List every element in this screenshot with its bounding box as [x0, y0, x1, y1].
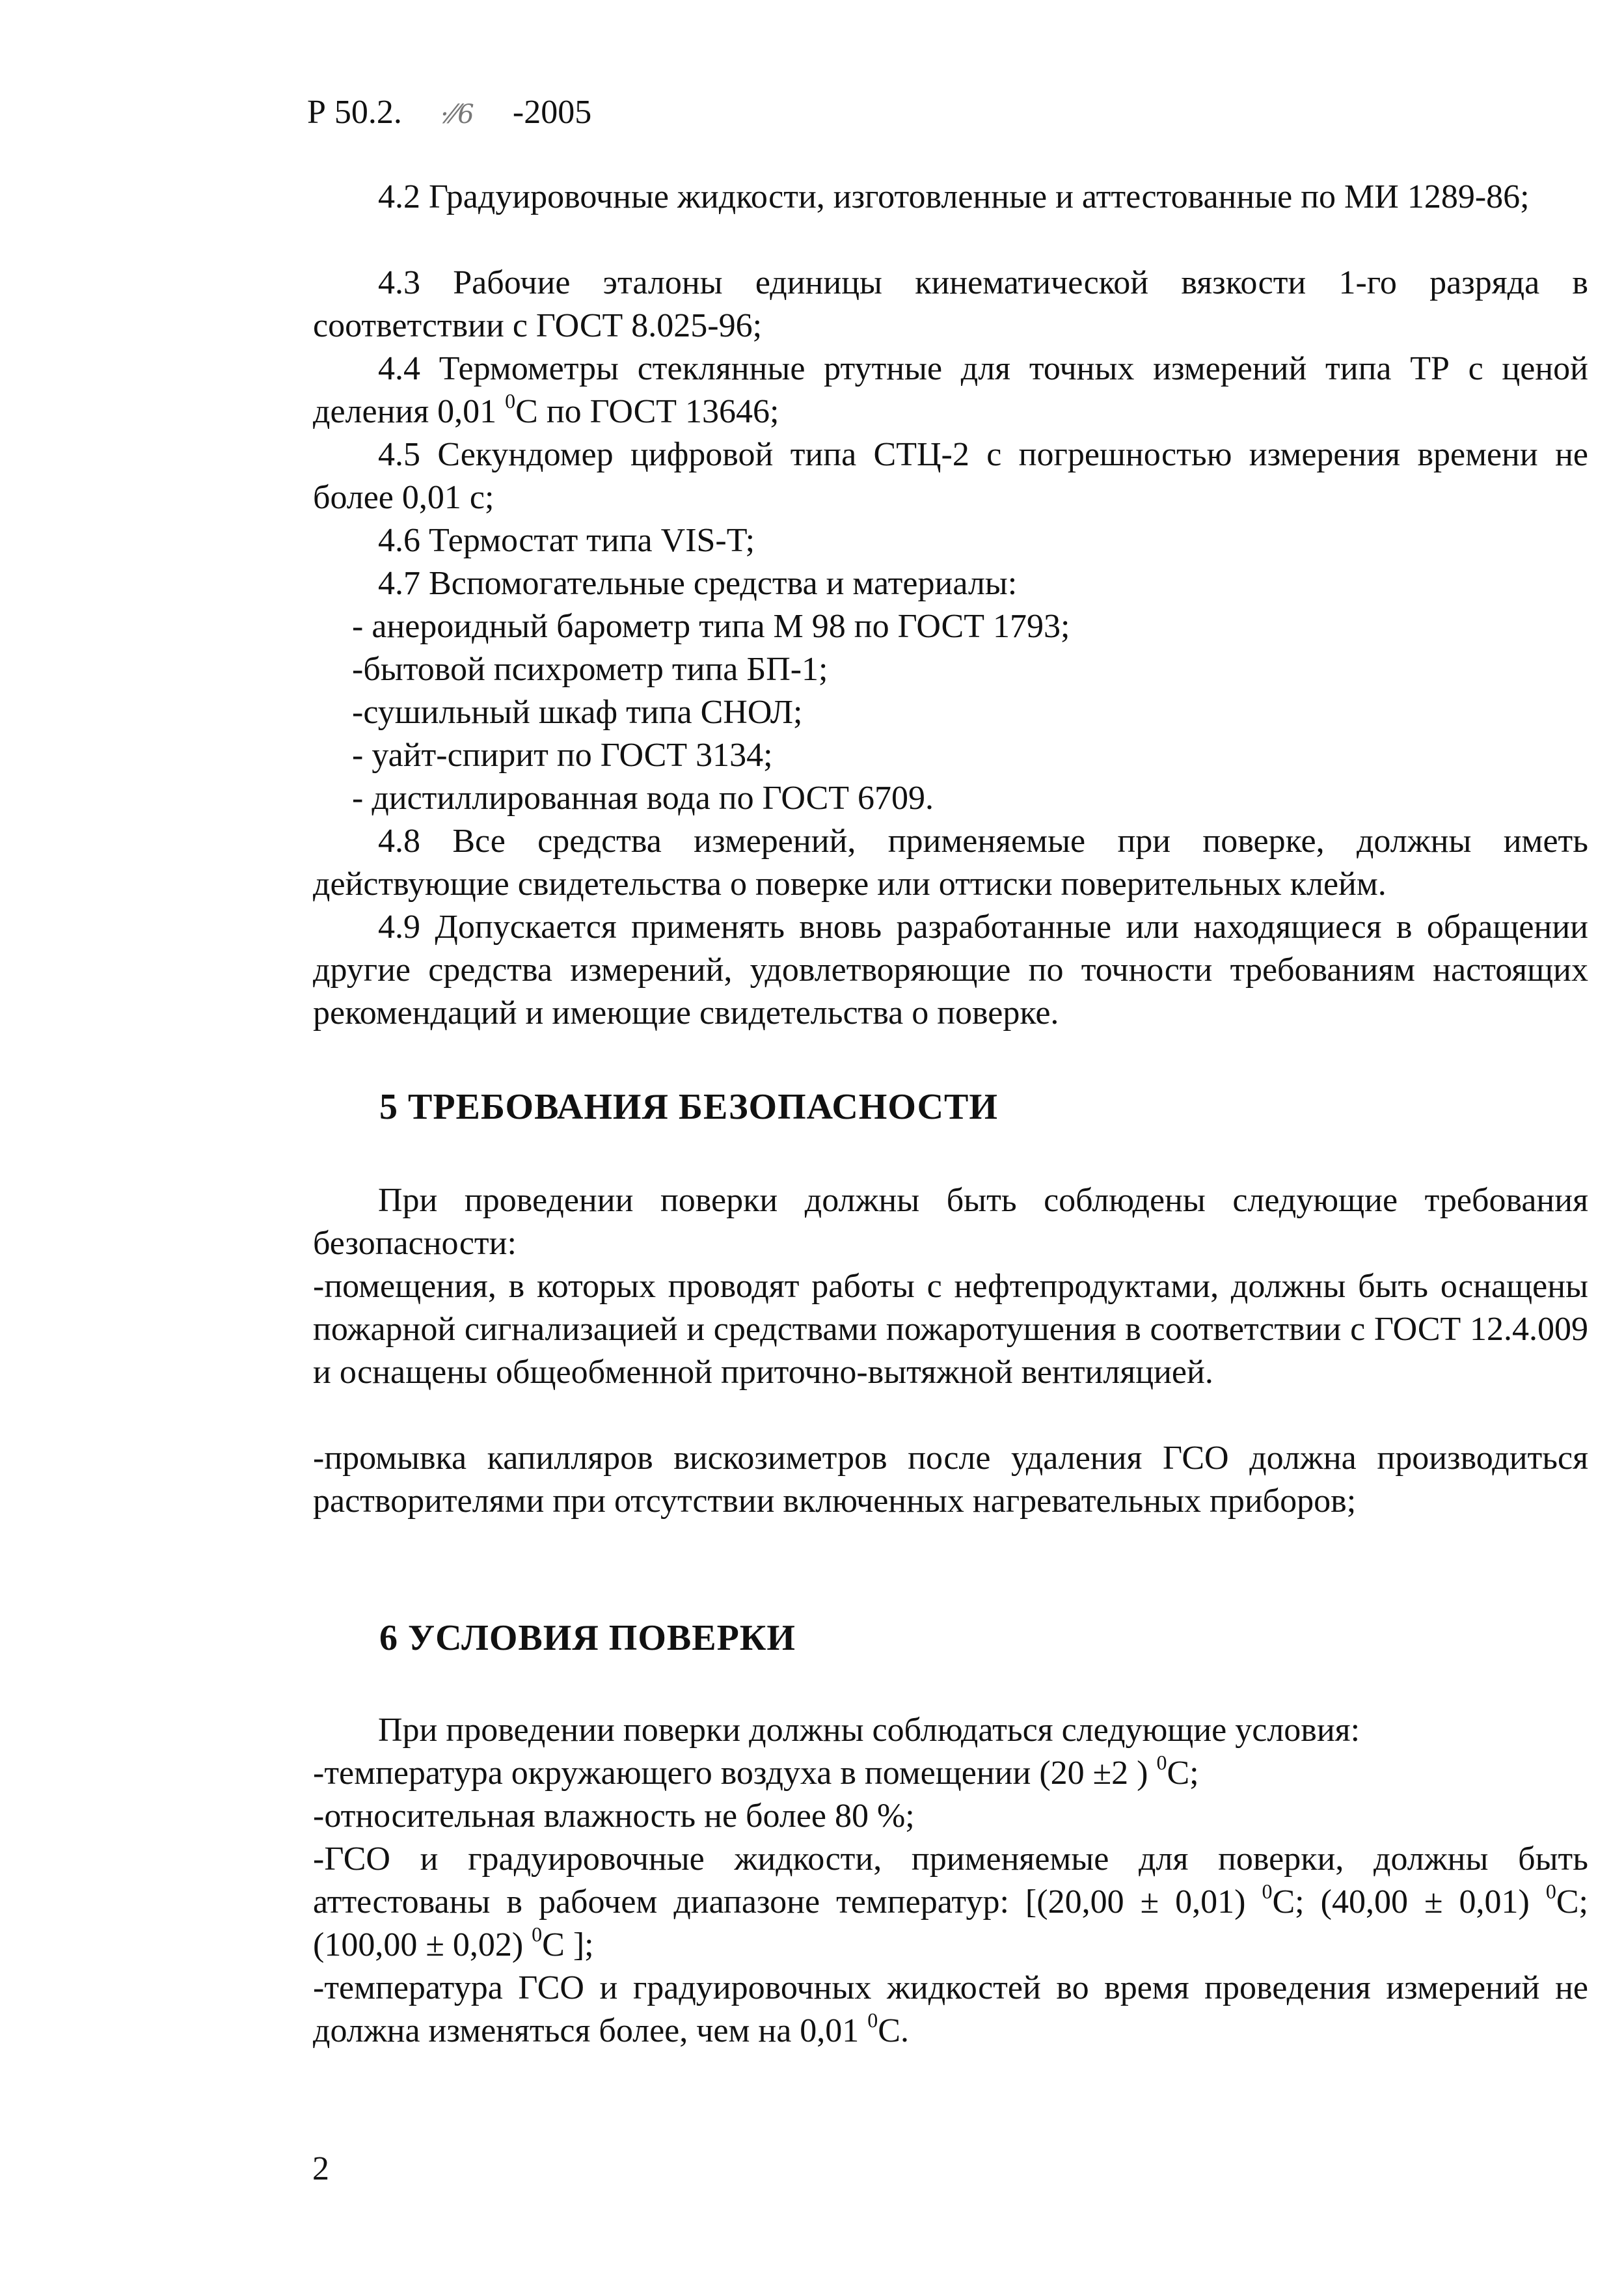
section-5-item-1: -помещения, в которых проводят работы с нефтепродуктами, должны быть оснащены пожарной сигнализацией и средствами пожаротушения в соответствии с ГОСТ 12.4.009 и оснащены общеобменной приточно-вытяжной вентиляцией.	[313, 1268, 1588, 1391]
condition-calibration	[313, 1838, 1588, 1967]
item-4-7: 4.7 Вспомогательные средства и материалы:	[378, 565, 1018, 602]
list-item: - уайт-спирит по ГОСТ 3134;	[352, 737, 773, 774]
item-4-3: 4.3 Рабочие эталоны единицы кинематической вязкости 1-го разряда в соответствии с ГОСТ 8.025-96;	[313, 264, 1588, 344]
degree-sign: 0	[1262, 1880, 1273, 1903]
section-5-intro: При проведении поверки должны быть соблюдены следующие требования безопасности:	[313, 1182, 1588, 1262]
handwritten-mark: ·⁄⁄6	[440, 100, 474, 130]
auxiliary-list	[352, 605, 1588, 820]
degree-sign: 0	[1545, 1880, 1556, 1903]
doc-code-year: -2005	[512, 94, 592, 131]
degree-sign: 0	[867, 2008, 878, 2032]
list-item: -сушильный шкаф типа СНОЛ;	[352, 694, 803, 731]
condition-humidity: -относительная влажность не более 80 %;	[313, 1798, 915, 1835]
section-6-intro: При проведении поверки должны соблюдаться следующие условия:	[378, 1712, 1360, 1749]
condition-calibration-part: С; (40,00 ± 0,01)	[1272, 1883, 1546, 1921]
condition-stability-text: -температура ГСО и градуировочных жидкостей во время проведения измерений не должна изменяться более, чем на 0,01	[313, 1969, 1588, 2049]
condition-calibration-text: -ГСО и градуировочные жидкости, применяемые для поверки, должны быть аттестованы в рабочем диапазоне температур: [(20,00 ± 0,01)	[313, 1840, 1588, 1921]
item-4-4	[313, 348, 1588, 433]
item-4-9: 4.9 Допускается применять вновь разработанные или находящиеся в обращении другие средства измерений, удовлетворяющие по точности требованиям настоящих рекомендаций и имеющие свидетельства о поверке.	[313, 909, 1588, 1032]
list-item: -бытовой психрометр типа БП-1;	[352, 651, 828, 688]
list-item: - дистиллированная вода по ГОСТ 6709.	[352, 780, 934, 817]
doc-code-prefix: Р 50.2.	[307, 94, 402, 131]
item-4-4-tail: С по ГОСТ 13646;	[515, 393, 779, 430]
item-4-8: 4.8 Все средства измерений, применяемые при поверке, должны иметь действующие свидетельства о поверке или оттиски поверительных клейм.	[313, 823, 1588, 903]
degree-sign: 0	[1156, 1751, 1167, 1774]
item-4-6: 4.6 Термостат типа VIS-T;	[378, 522, 755, 559]
item-4-2: 4.2 Градуировочные жидкости, изготовленные и аттестованные по МИ 1289-86;	[378, 178, 1530, 215]
item-4-5: 4.5 Секундомер цифровой типа СТЦ-2 с погрешностью измерения времени не более 0,01 с;	[313, 436, 1588, 516]
condition-temperature-text: -температура окружающего воздуха в помещении (20 ±2 )	[313, 1755, 1157, 1792]
condition-stability-tail: С.	[878, 2012, 909, 2049]
degree-sign: 0	[505, 389, 516, 413]
condition-temperature-tail: С;	[1167, 1755, 1199, 1792]
page-number: 2	[312, 2150, 329, 2187]
degree-sign: 0	[532, 1922, 543, 1946]
condition-stability	[313, 1967, 1588, 2053]
document-header	[307, 91, 591, 136]
section-6-title: 6 УСЛОВИЯ ПОВЕРКИ	[379, 1618, 796, 1658]
condition-temperature	[313, 1752, 1588, 1795]
section-5-item-2: -промывка капилляров вискозиметров после удаления ГСО должна производиться растворителями при отсутствии включенных нагревательных приборов;	[313, 1440, 1588, 1520]
section-5-title: 5 ТРЕБОВАНИЯ БЕЗОПАСНОСТИ	[379, 1087, 998, 1127]
item-4-4-text: 4.4 Термометры стеклянные ртутные для точных измерений типа ТР с ценой деления 0,01	[313, 350, 1588, 430]
list-item: - анероидный барометр типа М 98 по ГОСТ 1793;	[352, 608, 1070, 645]
condition-calibration-part: С; (100,00 ± 0,02)	[313, 1883, 1588, 1963]
condition-calibration-tail: С ];	[542, 1926, 594, 1963]
